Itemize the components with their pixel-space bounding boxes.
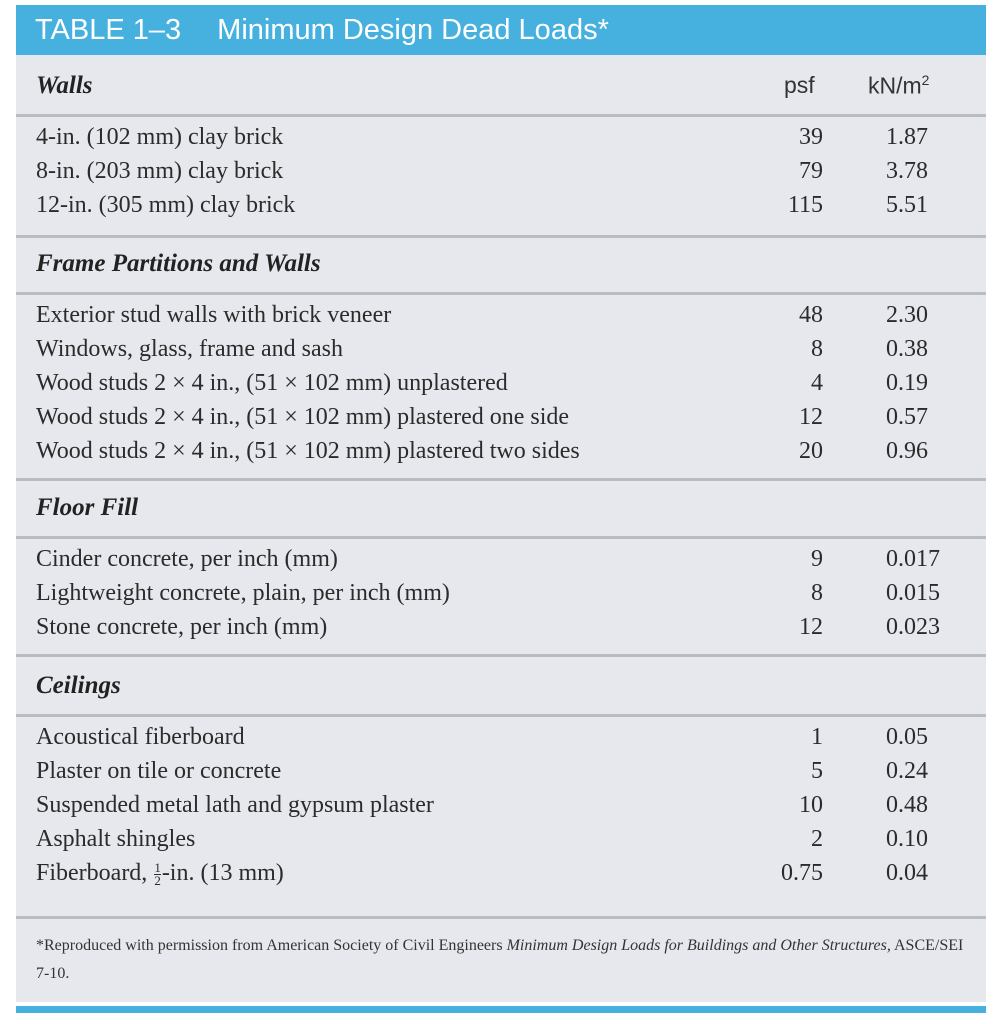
row-description: Lightweight concrete, plain, per inch (mm) — [36, 580, 450, 606]
row-psf: 48 — [799, 302, 823, 328]
row-psf: 1 — [811, 724, 823, 750]
row-psf: 12 — [799, 614, 823, 640]
divider — [16, 235, 986, 238]
row-kn: 3.78 — [886, 158, 928, 184]
fraction: $\frac{1}{2}$ — [154, 859, 161, 888]
row-psf: 10 — [799, 792, 823, 818]
row-description: Windows, glass, frame and sash — [36, 336, 343, 362]
row-description: 4-in. (102 mm) clay brick — [36, 124, 284, 150]
row-psf: 9 — [811, 546, 823, 572]
row-psf: 2 — [811, 826, 823, 852]
footnote: *Reproduced with permission from American Society of Civil Engineers Minimum Design Loads for Buildings and Other Structures, ASCE/SEI 7-10. — [36, 937, 964, 982]
row-description: Wood studs 2 × 4 in., (51 × 102 mm) unplastered — [36, 370, 508, 396]
table-title: Minimum Design Dead Loads* — [217, 13, 609, 46]
kn-column-header: $kN/m^2$ — [868, 72, 930, 99]
row-kn: 0.04 — [886, 860, 928, 886]
table-number: TABLE 1–3 — [35, 13, 182, 46]
divider — [16, 916, 986, 919]
section-title-frame-partitions: Frame Partitions and Walls — [36, 250, 321, 277]
row-kn: 5.51 — [886, 192, 928, 218]
divider — [16, 714, 986, 717]
table-row — [36, 580, 966, 614]
row-kn: 0.57 — [886, 404, 928, 430]
table-row — [36, 546, 966, 580]
row-kn: 0.24 — [886, 758, 928, 784]
divider — [16, 654, 986, 657]
row-psf: 39 — [799, 124, 823, 150]
row-description: Wood studs 2 × 4 in., (51 × 102 mm) plastered one side — [36, 404, 570, 430]
row-psf: 0.75 — [781, 860, 823, 886]
psf-column-header: psf — [784, 72, 815, 98]
row-psf: 8 — [811, 580, 823, 606]
table-row — [36, 758, 966, 792]
row-psf: 20 — [799, 438, 823, 464]
row-psf: 79 — [799, 158, 823, 184]
row-kn: 0.017 — [886, 546, 940, 572]
row-kn: 0.023 — [886, 614, 940, 640]
row-kn: 0.38 — [886, 336, 928, 362]
row-kn: 0.48 — [886, 792, 928, 818]
table-row — [36, 370, 966, 404]
row-psf: 115 — [787, 192, 823, 218]
table-row — [36, 826, 966, 860]
row-psf: 8 — [811, 336, 823, 362]
table-title-bar — [16, 5, 986, 55]
row-description: Cinder concrete, per inch (mm) — [36, 546, 338, 572]
section-title-walls: Walls — [36, 72, 93, 99]
row-kn: 1.87 — [886, 124, 928, 150]
row-description: Fiberboard, $\frac{1}{2}$ -in. (13 mm) — [36, 859, 284, 888]
row-psf: 4 — [811, 370, 823, 396]
table-row — [36, 158, 966, 192]
table-row — [36, 792, 966, 826]
row-psf: 12 — [799, 404, 823, 430]
row-description: Wood studs 2 × 4 in., (51 × 102 mm) plastered two sides — [36, 438, 580, 464]
row-psf: 5 — [811, 758, 823, 784]
table-row — [36, 724, 966, 758]
table-row — [36, 614, 966, 648]
table-row — [36, 192, 966, 226]
table-row — [36, 336, 966, 370]
row-description: 12-in. (305 mm) clay brick — [36, 192, 296, 218]
row-kn: 0.19 — [886, 370, 928, 396]
table-row — [36, 404, 966, 438]
row-description: Plaster on tile or concrete — [36, 758, 282, 784]
table-row — [36, 302, 966, 336]
divider — [16, 292, 986, 295]
row-kn: 0.015 — [886, 580, 940, 606]
table-row — [36, 124, 966, 158]
row-description: Exterior stud walls with brick veneer — [36, 302, 392, 328]
section-title-floor-fill: Floor Fill — [36, 494, 139, 521]
divider — [16, 478, 986, 481]
row-description: Acoustical fiberboard — [36, 724, 245, 750]
row-kn: 0.05 — [886, 724, 928, 750]
row-kn: 0.96 — [886, 438, 928, 464]
divider — [16, 536, 986, 539]
row-kn: 0.10 — [886, 826, 928, 852]
bottom-rule — [16, 1006, 986, 1013]
section-title-ceilings: Ceilings — [36, 672, 121, 699]
table-row — [36, 860, 966, 894]
row-description: 8-in. (203 mm) clay brick — [36, 158, 284, 184]
divider — [16, 114, 986, 117]
row-description: Suspended metal lath and gypsum plaster — [36, 792, 434, 818]
table-row — [36, 438, 966, 472]
row-description: Asphalt shingles — [36, 826, 196, 852]
row-kn: 2.30 — [886, 302, 928, 328]
row-description: Stone concrete, per inch (mm) — [36, 614, 328, 640]
